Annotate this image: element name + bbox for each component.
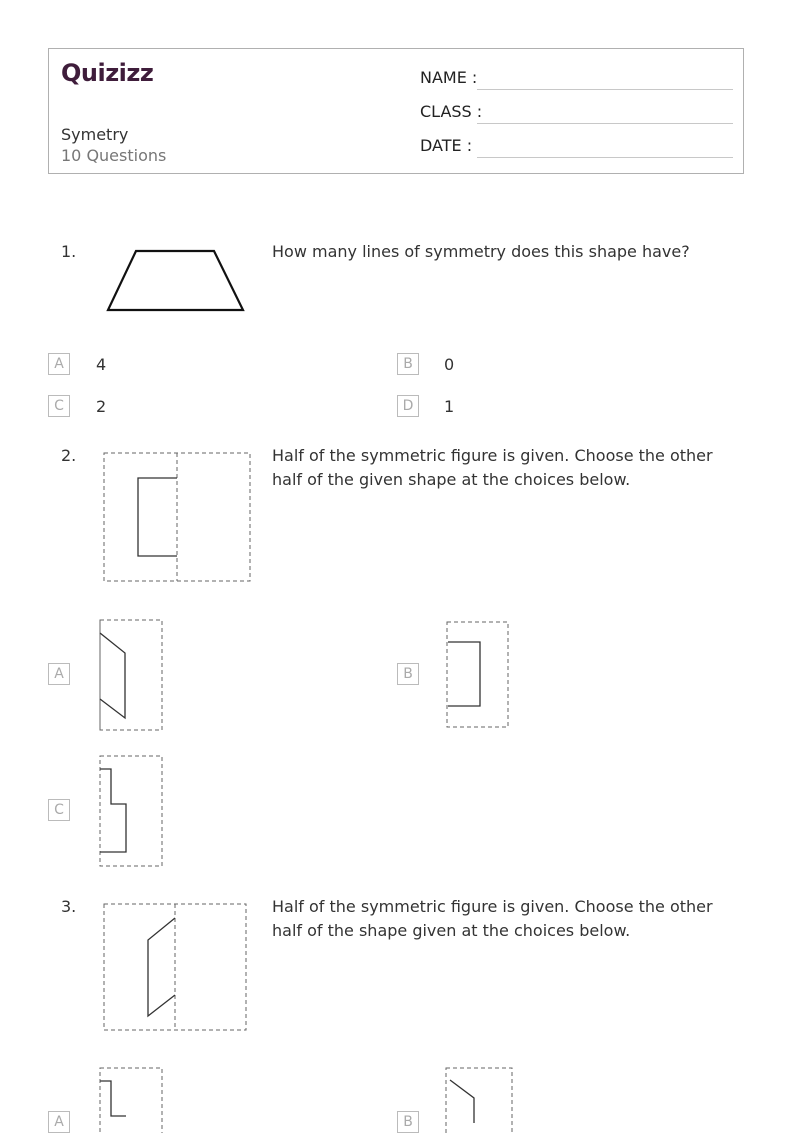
name-field[interactable] — [477, 89, 733, 90]
option-c-text[interactable]: 2 — [96, 397, 107, 416]
option-letter-d[interactable]: D — [397, 395, 419, 417]
half-figure-3 — [103, 903, 247, 1031]
question-2-number: 2. — [61, 446, 77, 465]
name-label: NAME : — [420, 68, 478, 87]
question-3-text: Half of the symmetric figure is given. Choose the other half of the shape given at the choices below. — [272, 897, 713, 940]
option-c-figure[interactable] — [96, 755, 166, 869]
option-b-text[interactable]: 0 — [444, 355, 455, 374]
worksheet-header — [48, 48, 744, 174]
option-b-figure[interactable] — [444, 1067, 514, 1123]
class-field[interactable] — [477, 123, 733, 124]
option-a-text[interactable]: 4 — [96, 355, 107, 374]
option-a-figure[interactable] — [96, 1067, 166, 1123]
option-letter-a[interactable]: A — [48, 663, 70, 685]
half-figure-2 — [103, 452, 251, 582]
date-field[interactable] — [477, 157, 733, 158]
question-count: 10 Questions — [61, 146, 167, 165]
worksheet-title: Symetry — [61, 125, 129, 144]
option-b-figure[interactable] — [446, 621, 510, 729]
question-3-number: 3. — [61, 897, 77, 916]
date-label: DATE : — [420, 136, 473, 155]
question-2-text: Half of the symmetric figure is given. Choose the other half of the given shape at the choices below. — [272, 446, 713, 489]
option-letter-c[interactable]: C — [48, 799, 70, 821]
option-letter-b[interactable]: B — [397, 1111, 419, 1133]
question-1-text: How many lines of symmetry does this shape have? — [272, 242, 690, 261]
option-letter-b[interactable]: B — [397, 353, 419, 375]
quizizz-logo: Quizizz — [61, 59, 154, 87]
question-1-number: 1. — [61, 242, 77, 261]
option-letter-c[interactable]: C — [48, 395, 70, 417]
option-letter-b[interactable]: B — [397, 663, 419, 685]
trapezoid-figure — [100, 245, 250, 315]
option-a-figure[interactable] — [96, 619, 166, 733]
option-letter-a[interactable]: A — [48, 353, 70, 375]
option-letter-a[interactable]: A — [48, 1111, 70, 1133]
class-label: CLASS : — [420, 102, 483, 121]
option-d-text[interactable]: 1 — [444, 397, 455, 416]
